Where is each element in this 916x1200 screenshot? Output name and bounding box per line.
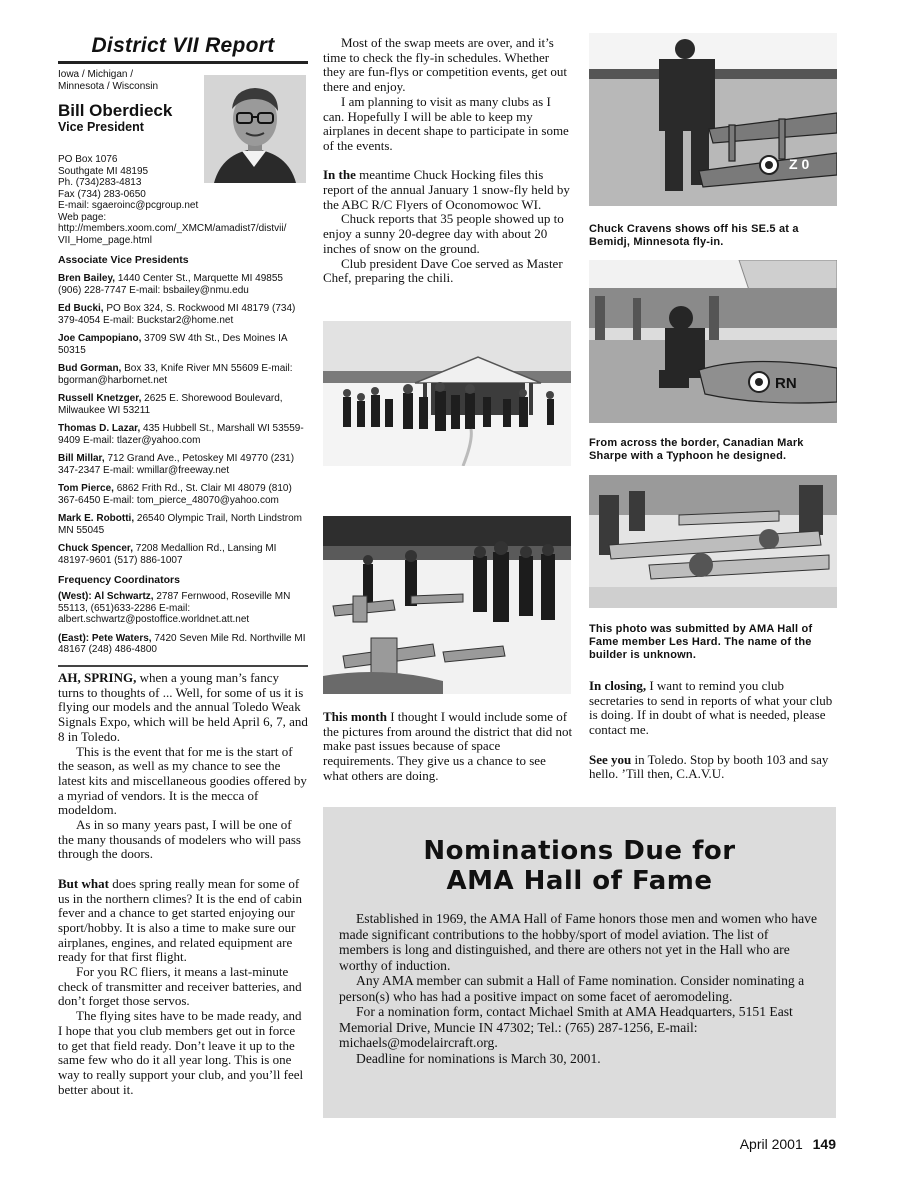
hof-title-line: Nominations Due for — [423, 836, 736, 866]
associate-name: Bud Gorman, — [58, 363, 122, 374]
title-rule — [58, 61, 308, 64]
department-title: District VII Report — [91, 34, 275, 57]
associate-details: 26540 Olympic Trail, North Lindstrom MN 55045 — [58, 513, 302, 536]
associate-name: Bill Millar, — [58, 453, 105, 464]
contact-line: Fax (734) 283-0650 — [58, 188, 146, 200]
associate-entry — [58, 453, 308, 476]
associate-entry — [58, 633, 308, 656]
associate-details: 3709 SW 4th St., Des Moines IA 50315 — [58, 333, 287, 356]
region-line: Minnesota / Wisconsin — [58, 81, 159, 92]
associate-entry — [58, 513, 308, 536]
contact-line: Ph. (734)283-4813 — [58, 177, 142, 188]
paragraph-text: I thought I would include some of the pictures from around the district that did not make past issues because of space requirements. They give us a chance to see what others are doing. — [323, 709, 573, 783]
associate-name: Thomas D. Lazar, — [58, 423, 141, 434]
paragraph-text: Club president Dave Coe served as Master Chef, preparing the chili. — [323, 255, 563, 286]
paragraph-text: Chuck reports that 35 people showed up to enjoy a sunny 20-degree day with about 20 inches of snow on the ground. — [323, 211, 564, 256]
associate-entry — [58, 273, 308, 296]
contact-email[interactable]: E-mail: sgaeroinc@pcgroup.net — [58, 200, 199, 211]
paragraph — [323, 95, 573, 154]
paragraph — [323, 36, 573, 95]
paragraph — [323, 257, 573, 286]
paragraph-text: I want to remind you club secretaries to send in reports of what your club is doing. If in doubt of what is needed, please contact me. — [589, 678, 833, 738]
lead-in: AH, SPRING, — [58, 670, 137, 685]
associate-details: 2787 Fernwood, Roseville MN 55113, (651)633-2286 E-mail: albert.schwartz@postoffice.worldnet.att.net — [58, 591, 291, 625]
associate-entry — [58, 303, 308, 326]
hall-of-fame-box — [323, 807, 836, 1118]
article-column-right — [589, 679, 837, 782]
page-footer — [700, 1136, 836, 1152]
paragraph-text: when a young man’s fancy turns to thoughts of ... Well, for some of us it is flying our models and the annual Toledo Weak Signals Expo, which will be held April 6, 7, and 8 in Toledo. — [58, 670, 308, 744]
paragraph — [589, 679, 837, 738]
lead-in: In the — [323, 167, 356, 183]
paragraph-text: Most of the swap meets are over, and it’s time to check the fly-in schedules. Whether they are fun-flys or competition events, get out there and enjoy. — [323, 35, 568, 95]
hof-title — [323, 836, 836, 896]
page-number: 149 — [812, 1136, 836, 1152]
paragraph — [323, 212, 573, 256]
associate-details: PO Box 324, S. Rockwood MI 48179 (734) 379-4054 E-mail: Buckstar2@home.net — [58, 303, 296, 326]
vp-name: Bill Oberdieck — [58, 101, 173, 120]
freq-heading: Frequency Coordinators — [58, 574, 180, 586]
les-hard-photo — [589, 475, 837, 608]
associate-name: Bren Bailey, — [58, 273, 116, 284]
hof-paragraph: Established in 1969, the AMA Hall of Fame honors those men and women who have made significant contributions to the hobby/sport of model aviation. The list of members is long and distinguished, and there are others not yet in the Hall who are worthy of induction. — [339, 911, 817, 973]
issue-date: April 2001 — [739, 1136, 803, 1152]
article-column-middle — [323, 36, 573, 286]
article-column-middle-bottom — [323, 710, 573, 784]
associate-name: Joe Campopiano, — [58, 333, 142, 344]
lead-in: See you — [589, 751, 632, 767]
paragraph-text: The flying sites have to be made ready, and I hope that you club members get out in force to get that field ready. Don’t leave it up to the same few who do it all year long. This is one way to really support your club, and you’ll feel better about it. — [58, 1008, 304, 1097]
associate-entry — [58, 483, 308, 506]
avp-list — [58, 273, 308, 566]
contact-line: Southgate MI 48195 — [58, 165, 149, 177]
section-rule — [58, 665, 308, 667]
paragraph-text: This is the event that for me is the start of the season, as well as my chance to see the latest kits and miscellaneous goodies offered by a myriad of vendors. It is the mecca of modeldom. — [58, 743, 307, 818]
avp-heading: Associate Vice Presidents — [58, 254, 189, 266]
contact-line: PO Box 1076 — [58, 154, 118, 165]
associate-name: Russell Knetzger, — [58, 393, 142, 404]
associate-details: 2625 E. Shorewood Boulevard, Milwaukee WI 53211 — [58, 393, 283, 416]
associate-name: (West): Al Schwartz, — [58, 591, 154, 602]
lead-in: In closing, — [589, 678, 647, 693]
vp-portrait — [204, 75, 306, 183]
associate-details: 435 Hubbell St., Marshall WI 53559-9409 E-mail: tlazer@yahoo.com — [58, 423, 304, 446]
associate-details: 7420 Seven Mile Rd. Northville MI 48167 (248) 486-4800 — [58, 632, 306, 655]
associate-name: Mark E. Robotti, — [58, 513, 135, 524]
paragraph — [58, 745, 308, 819]
associate-entry — [58, 423, 308, 446]
region-line: Iowa / Michigan / — [58, 69, 134, 80]
associate-entry — [58, 363, 308, 386]
caption-typhoon: From across the border, Canadian Mark Sharpe with a Typhoon he designed. — [589, 437, 804, 462]
associate-name: (East): Pete Waters, — [58, 632, 152, 644]
lead-in: But what — [58, 875, 109, 891]
article-column-left — [58, 671, 308, 1097]
paragraph — [58, 965, 308, 1009]
paragraph — [589, 753, 837, 782]
paragraph — [58, 1009, 308, 1097]
paragraph — [58, 818, 308, 862]
hof-paragraph: Deadline for nominations is March 30, 2001. — [356, 1050, 601, 1066]
paragraph-text: I am planning to visit as many clubs as I can. Hopefully I will be able to keep my airplanes in decent shape to participate in some of the events. — [323, 93, 569, 153]
paragraph-text: For you RC fliers, it means a last-minute check of transmitter and receiver batteries, and don’t forget those servos. — [58, 964, 302, 1009]
vp-role: Vice President — [58, 120, 144, 134]
freq-list — [58, 591, 308, 656]
typhoon-photo — [589, 260, 837, 423]
contact-line: Web page: — [58, 211, 107, 223]
associate-details: 712 Grand Ave., Petoskey MI 49770 (231) 347-2347 E-mail: wmillar@freeway.net — [58, 453, 295, 476]
paragraph-text: meantime Chuck Hocking files this report of the annual January 1 snow-fly held by the ABC R/C Flyers of Oconomowoc WI. — [323, 167, 570, 212]
hof-body — [339, 911, 820, 1066]
se5-photo — [589, 33, 837, 206]
associate-name: Ed Bucki, — [58, 303, 104, 314]
paragraph — [58, 877, 308, 965]
associate-entry — [58, 591, 308, 626]
paragraph — [323, 710, 573, 784]
associate-details: 7208 Medallion Rd., Lansing MI 48197-9601 (517) 886-1007 — [58, 543, 277, 566]
snowfly-shelter-photo — [323, 321, 571, 466]
associate-entry — [58, 333, 308, 356]
hof-paragraph: Any AMA member can submit a Hall of Fame nomination. Consider nominating a person(s) who has had a positive impact on some facet of aeromodeling. — [339, 973, 805, 1004]
contact-web-url[interactable]: VII_Home_page.html — [58, 234, 152, 246]
snowfly-planes-photo — [323, 516, 571, 694]
contact-web-url[interactable]: http://members.xoom.com/_XMCM/amadist7/distvii/ — [58, 223, 287, 234]
paragraph-text: in Toledo. Stop by booth 103 and say hello. ’Till then, C.A.V.U. — [589, 751, 829, 782]
paragraph — [323, 168, 573, 212]
caption-les-hard: This photo was submitted by AMA Hall of Fame member Les Hard. The name of the builder is unknown. — [589, 623, 813, 661]
hof-title-line: AMA Hall of Fame — [446, 866, 713, 896]
caption-se5: Chuck Cravens shows off his SE.5 at a Bemidj, Minnesota fly-in. — [589, 223, 799, 248]
lead-in: This month — [323, 709, 387, 724]
se5-roundel-text: Z 0 — [789, 156, 810, 172]
paragraph-text: does spring really mean for some of us in the northern climes? It is the end of cabin fever and a chance to get started enjoying our sport/hobby. It is also a time to make sure our airplanes, engines, and related equipment are ready for that first flight. — [58, 875, 303, 965]
associate-details: 1440 Center St., Marquette MI 49855 (906) 228-7747 E-mail: bsbailey@nmu.edu — [58, 273, 283, 296]
associate-name: Tom Pierce, — [58, 483, 114, 494]
associate-entry — [58, 543, 308, 566]
associate-entry — [58, 393, 308, 416]
hof-paragraph: For a nomination form, contact Michael Smith at AMA Headquarters, 5151 East Memorial Drive, Muncie IN 47302; Tel.: (765) 287-1256, E-mail: michaels@modelaircraft.org. — [339, 1004, 793, 1050]
associate-details: 6862 Frith Rd., St. Clair MI 48079 (810) 367-6450 E-mail: tom_pierce_48070@yahoo.com — [58, 483, 292, 506]
typhoon-code-text: RN — [775, 375, 797, 392]
associate-details: Box 33, Knife River MN 55609 E-mail: bgorman@harbornet.net — [58, 363, 293, 386]
associate-name: Chuck Spencer, — [58, 543, 134, 554]
paragraph — [58, 671, 308, 745]
paragraph-text: As in so many years past, I will be one of the many thousands of modelers who will pass through the doors. — [58, 817, 301, 862]
